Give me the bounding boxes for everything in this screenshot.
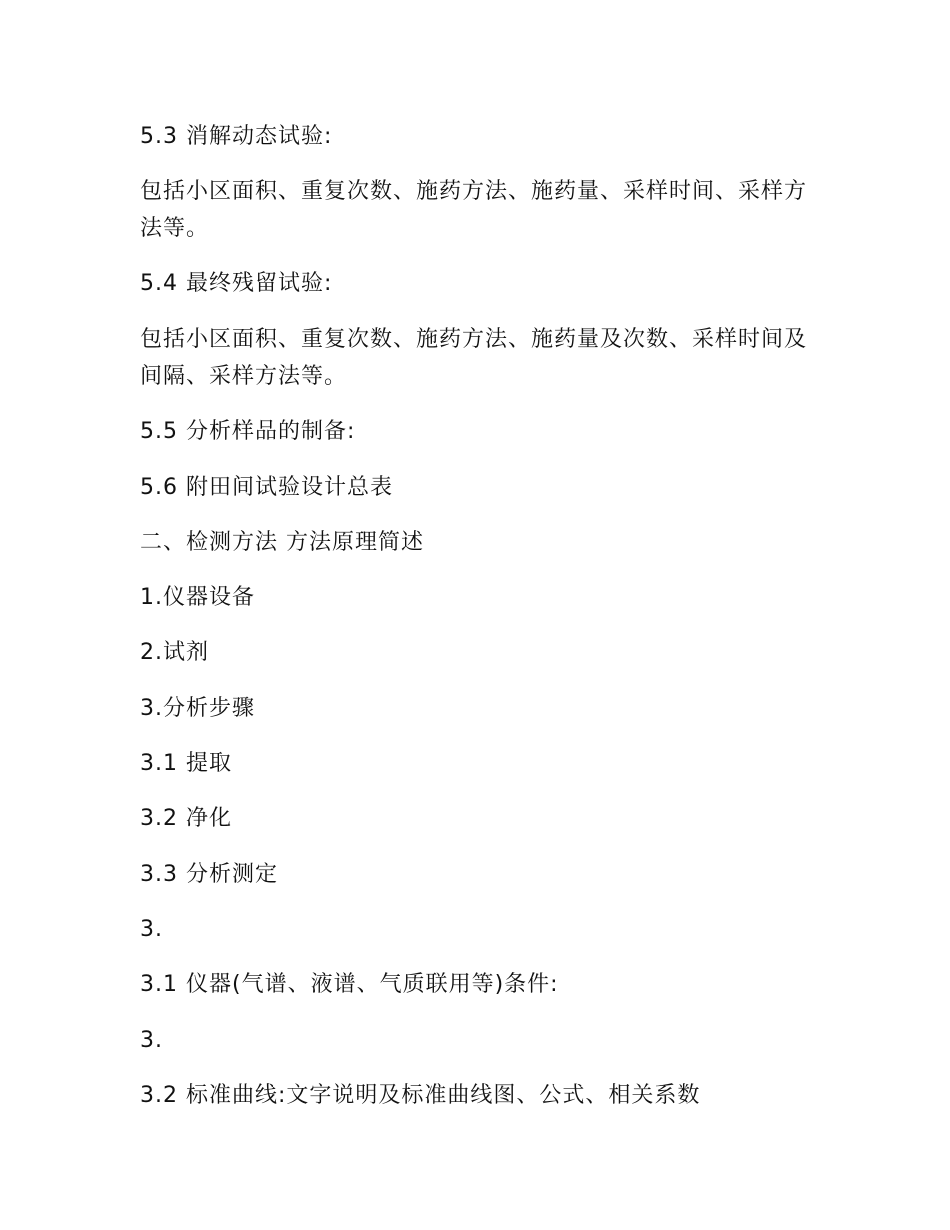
- heading-5-3: 5.3 消解动态试验:: [140, 124, 333, 149]
- heading-section-2: 二、检测方法 方法原理简述: [140, 530, 424, 555]
- item-3-fragment-a: 3.: [140, 917, 163, 942]
- item-3: 3.分析步骤: [140, 696, 255, 721]
- heading-5-4: 5.4 最终残留试验:: [140, 271, 333, 296]
- item-3-3: 3.3 分析测定: [140, 862, 278, 887]
- item-2: 2.试剂: [140, 640, 209, 665]
- item-3-fragment-b: 3.: [140, 1028, 163, 1053]
- heading-5-6: 5.6 附田间试验设计总表: [140, 475, 393, 500]
- item-3-1-instrument: 3.1 仪器(气谱、液谱、气质联用等)条件:: [140, 972, 559, 997]
- paragraph-5-4-content: 包括小区面积、重复次数、施药方法、施药量及次数、采样时间及间隔、采样方法等。: [140, 327, 808, 389]
- item-1: 1.仪器设备: [140, 585, 255, 610]
- heading-5-5: 5.5 分析样品的制备:: [140, 419, 356, 444]
- item-3-2-standard-curve: 3.2 标准曲线:文字说明及标准曲线图、公式、相关系数: [140, 1083, 701, 1108]
- paragraph-5-3-content: 包括小区面积、重复次数、施药方法、施药量、采样时间、采样方法等。: [140, 179, 808, 241]
- item-3-1: 3.1 提取: [140, 751, 232, 776]
- item-3-2: 3.2 净化: [140, 806, 232, 831]
